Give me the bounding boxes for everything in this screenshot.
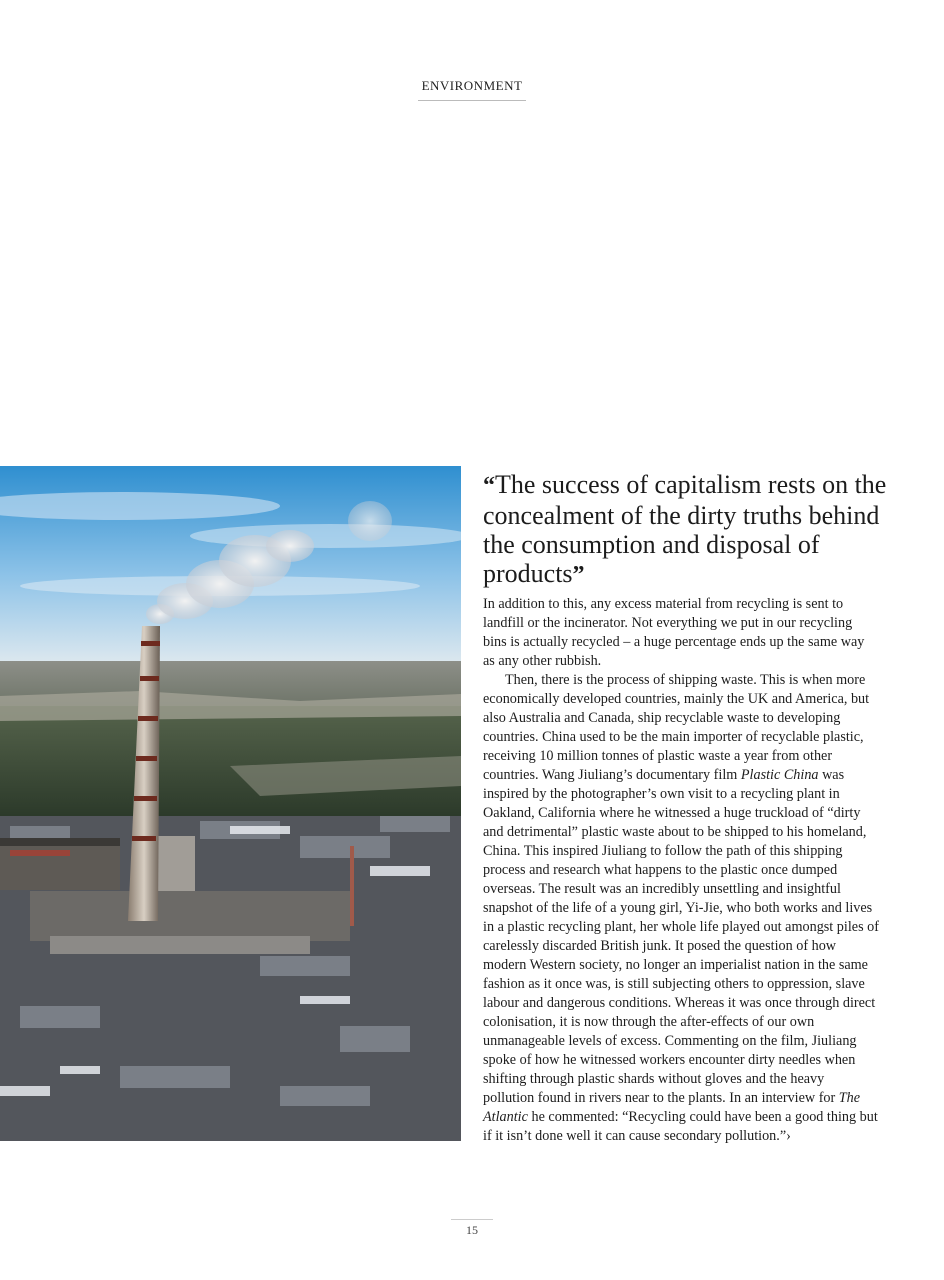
article-body [483,595,879,1146]
article-paragraph-2 [483,671,879,1146]
end-of-article-mark: › [786,1128,791,1144]
film-title: Plastic China [740,767,819,783]
paragraph-2-part-3: he commented: “Recycling could have been a good thing but if it isn’t done well it can cause secondary pollution.” [483,1109,878,1144]
page-number: 15 [451,1219,493,1238]
article-paragraph-1: In addition to this, any excess material from recycling is sent to landfill or the incinerator. Not everything we put in our recycling bins is actually recycled – a huge percentage ends up the same way as any other rubbish. [483,596,865,669]
pull-quote-text: The success of capitalism rests on the concealment of the dirty truths behind the consumption and disposal of products [483,470,887,588]
open-quote-mark: “ [483,473,495,499]
close-quote-mark: ” [572,562,585,588]
publication-name: The Atlantic [483,1090,861,1125]
power-plant-photo [0,466,461,1141]
pull-quote [483,470,903,590]
section-header: ENVIRONMENT [418,78,526,101]
paragraph-2-part-1: Then, there is the process of shipping waste. This is when more economically developed countries, mainly the UK and America, but also Australia and Canada, ship recyclable waste to developing countries. China used to be the main importer of recyclable plastic, receiving 10 million tonnes of plastic waste a year from other countries. Wang Jiuliang’s documentary film [483,672,870,783]
paragraph-2-part-2: was inspired by the photographer’s own visit to a recycling plant in Oakland, California where he witnessed a huge truckload of “dirty and detrimental” plastic waste about to be shipped to his homeland, China. This inspired Jiuliang to follow the path of this shipping process and research what happens to the plastic once dumped overseas. The result was an incredibly unsettling and insightful snapshot of the life of a young girl, Yi-Jie, who both works and lives in a plastic recycling plant, her whole life played out amongst piles of carelessly discarded British junk. It posed the question of how modern Western society, no longer an imperialist nation in the same fashion as it once was, is still subjecting others to oppression, slave labour and dangerous conditions. Whereas it was once through direct colonisation, it is now through the after-effects of our own unmanageable levels of excess. Commenting on the film, Jiuliang spoke of how he witnessed workers encounter dirty needles when shifting through plastic shards without gloves and the heavy pollution found in rivers near to the plants. In an interview for [483,767,879,1106]
